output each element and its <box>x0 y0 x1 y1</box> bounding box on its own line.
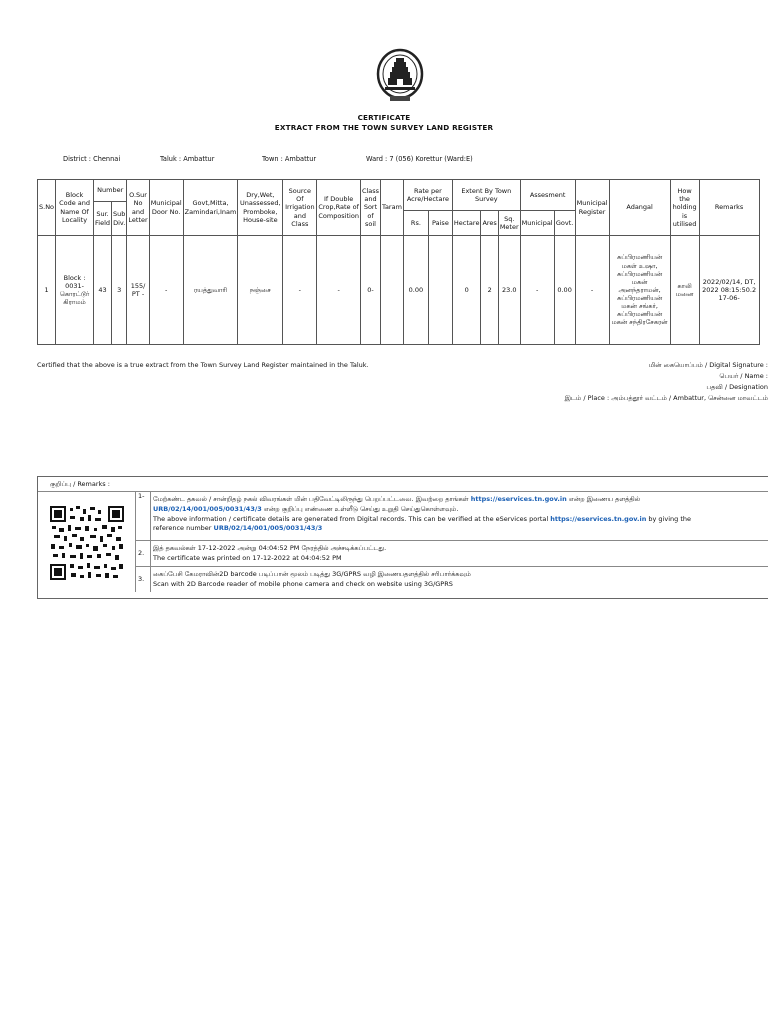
cell-double: - <box>317 236 361 345</box>
reference-number: URB/02/14/001/005/0031/43/3 <box>153 504 262 513</box>
remarks-item-number: 2. <box>138 549 145 557</box>
cell-govt: ரயத்துவாரி <box>183 236 238 345</box>
certification-statement: Certified that the above is a true extract from the Town Survey Land Register maintained in the Taluk. <box>37 361 369 369</box>
reference-number-english: URB/02/14/001/005/0031/43/3 <box>213 524 323 533</box>
remark-1-tamil-cont: என்ற இணைய தளத்தில் <box>566 495 641 503</box>
remark-3-tamil: கைப்பேசி கேமராவின்2D barcode படிப்பான் மூலம் படித்து 3G/GPRS வழி இணையதளத்தில் சரிபார்க்கவும் <box>153 570 471 578</box>
taluk-label: Taluk : Ambattur <box>160 155 215 163</box>
header-rate: Rate per Acre/Hectare <box>403 180 452 211</box>
header-register: Municipal Register <box>575 180 609 236</box>
header-hectare: Hectare <box>452 211 481 236</box>
remark-1-english-line4: reference number <box>153 524 214 533</box>
remarks-item <box>135 492 768 541</box>
remark-1-english: The above information / certificate details are generated from Digital records. This can be verified at the eServices portal <box>153 514 551 523</box>
ward-label: Ward : 7 (056) Korettur (Ward:E) <box>366 155 473 163</box>
cell-sqm: 23.0 <box>498 236 520 345</box>
cell-ares: 2 <box>481 236 498 345</box>
header-source: Source Of Irrigation and Class <box>283 180 317 236</box>
cell-hectare: 0 <box>452 236 481 345</box>
signatory-name-label: பெயர் / Name : <box>719 372 768 380</box>
remark-2-english: The certificate was printed on 17-12-2022 at 04:04:52 PM <box>153 553 342 562</box>
cell-door: - <box>149 236 183 345</box>
designation-label: பதவி / Designation <box>706 383 768 391</box>
header-door: Municipal Door No. <box>149 180 183 236</box>
cell-source: - <box>283 236 317 345</box>
land-register-table <box>37 179 760 345</box>
cell-dry: நஞ்சை <box>238 236 283 345</box>
cell-survey-field: 43 <box>94 236 112 345</box>
header-block: Block Code and Name Of Locality <box>56 180 94 236</box>
cell-remarks: 2022/02/14, DT, 2022 08:15:50.2 17-06- <box>699 236 759 345</box>
header-assessment: Assesment <box>520 180 575 211</box>
remark-2-tamil: இத் தகவல்கள் 17-12-2022 அன்று 04:04:52 PM நேரத்தில் அச்சடிக்கப்பட்டது. <box>153 544 387 552</box>
remarks-list <box>135 492 768 592</box>
cell-register: - <box>575 236 609 345</box>
remark-1-english-cont: by giving the <box>646 514 691 523</box>
remark-3-english: Scan with 2D Barcode reader of mobile phone camera and check on website using 3G/GPRS <box>153 579 453 588</box>
cell-municipal: - <box>520 236 554 345</box>
digital-signature-label: மின் கையொப்பம் / Digital Signature : <box>648 361 768 369</box>
cell-rs: 0.00 <box>403 236 428 345</box>
header-class: Class and Sort of soil <box>360 180 380 236</box>
cell-block: Block : 0031-கொரட்டூர் கிராமம் <box>56 236 94 345</box>
header-extent: Extent By Town Survey <box>452 180 520 211</box>
remarks-item-number: 3. <box>138 575 145 583</box>
tamil-nadu-emblem <box>375 48 425 108</box>
remark-1-tamil: மேற்கண்ட தகவல் / சான்றிதழ் நகல் விவரங்கள் மின் பதிவேட்டிலிருந்து பெறப்பட்டவை. இவற்றை தாங்கள் <box>153 495 471 503</box>
remarks-item <box>135 541 768 567</box>
cell-class: 0- <box>360 236 380 345</box>
header-dry: Dry,Wet, Unassessed, Promboke, House-site <box>238 180 283 236</box>
header-sqm: Sq. Meter <box>498 211 520 236</box>
cell-taram <box>381 236 404 345</box>
district-label: District : Chennai <box>63 155 121 163</box>
qr-code[interactable] <box>50 506 124 580</box>
remarks-item-number: 1- <box>138 492 145 500</box>
place-label: இடம் / Place : அம்பத்தூர் வட்டம் / Ambattur, சென்னை மாவட்டம் <box>564 394 768 402</box>
header-sub-div: Sub Div. <box>112 202 127 236</box>
remark-1-tamil-line2: என்ற குறிப்பு எண்ணை உள்ளீடு செய்து உறுதி செய்துகொள்ளவும். <box>261 504 459 513</box>
header-sno: S.No <box>38 180 56 236</box>
cell-sno: 1 <box>38 236 56 345</box>
header-holding: How the holding is utilised <box>670 180 699 236</box>
remarks-item <box>135 567 768 592</box>
remarks-box <box>37 476 768 599</box>
remarks-heading: குறிப்பு / Remarks : <box>38 477 768 492</box>
town-label: Town : Ambattur <box>262 155 317 163</box>
header-number: Number <box>94 180 127 202</box>
header-rs: Rs. <box>403 211 428 236</box>
header-survey-field: Sur. Field <box>94 202 112 236</box>
header-govt: Govt,Mitta, Zamindari,Inam <box>183 180 238 236</box>
header-adangal: Adangal <box>609 180 670 236</box>
certificate-subtitle: EXTRACT FROM THE TOWN SURVEY LAND REGISTER <box>274 123 494 132</box>
cell-osur: 155/ PT - <box>127 236 149 345</box>
header-municipal: Municipal <box>520 211 554 236</box>
cell-adangal: சுப்பிரமணியன் மகள் உஷா, சுப்பிரமணியன் மகன் அனந்தராமன், சுப்பிரமணியன் மகன் சங்கர், சுப்பிரமணியன் மகன் சந்திரசேகரன் <box>609 236 670 345</box>
cell-holding: காலி மனை <box>670 236 699 345</box>
header-paise: Paise <box>428 211 452 236</box>
table-row <box>38 236 760 345</box>
certificate-title: CERTIFICATE <box>357 113 411 122</box>
header-ares: Ares <box>481 211 498 236</box>
eservices-link-english[interactable]: https://eservices.tn.gov.in <box>550 514 647 523</box>
cell-paise <box>428 236 452 345</box>
header-govt-assess: Govt. <box>554 211 575 236</box>
header-double: If Double Crop,Rate of Composition <box>317 180 361 236</box>
header-remarks: Remarks <box>699 180 759 236</box>
eservices-link[interactable]: https://eservices.tn.gov.in <box>470 495 567 503</box>
header-osur: O.Sur No and Letter <box>127 180 149 236</box>
cell-govt-assess: 0.00 <box>554 236 575 345</box>
cell-sub-div: 3 <box>112 236 127 345</box>
header-taram: Taram <box>381 180 404 236</box>
